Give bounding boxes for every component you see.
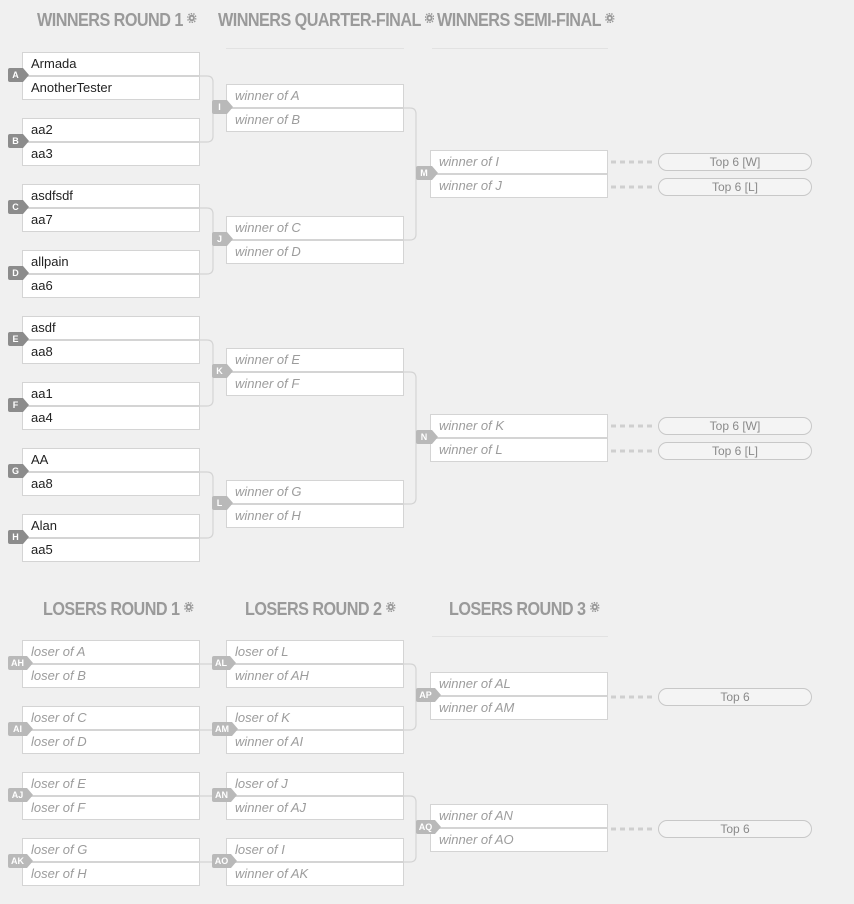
- title-divider: [432, 636, 608, 637]
- participant-slot[interactable]: winner of AK: [226, 862, 404, 886]
- match-id-tag: C: [8, 200, 23, 214]
- match-id-tag: E: [8, 332, 23, 346]
- match-l[interactable]: [226, 480, 404, 528]
- match-id-tag: F: [8, 398, 23, 412]
- match-g[interactable]: [22, 448, 200, 496]
- participant-slot[interactable]: winner of G: [226, 480, 404, 504]
- match-a[interactable]: [22, 52, 200, 100]
- result-placement: Top 6 [L]: [658, 442, 812, 460]
- result-placement: Top 6 [W]: [658, 417, 812, 435]
- participant-slot[interactable]: aa8: [22, 472, 200, 496]
- match-id-tag: L: [212, 496, 227, 510]
- match-i[interactable]: [226, 84, 404, 132]
- participant-slot[interactable]: winner of AI: [226, 730, 404, 754]
- participant-slot[interactable]: Alan: [22, 514, 200, 538]
- gear-icon[interactable]: [590, 602, 599, 612]
- match-id-tag: AN: [212, 788, 231, 802]
- round-title-text: LOSERS ROUND 3: [449, 599, 586, 619]
- result-placement: Top 6: [658, 820, 812, 838]
- participant-slot[interactable]: loser of L: [226, 640, 404, 664]
- match-id-tag: M: [416, 166, 432, 180]
- participant-slot[interactable]: aa3: [22, 142, 200, 166]
- participant-slot[interactable]: winner of AO: [430, 828, 608, 852]
- participant-slot[interactable]: winner of AJ: [226, 796, 404, 820]
- participant-slot[interactable]: Armada: [22, 52, 200, 76]
- match-id-tag: AH: [8, 656, 27, 670]
- match-c[interactable]: [22, 184, 200, 232]
- participant-slot[interactable]: loser of K: [226, 706, 404, 730]
- match-d[interactable]: [22, 250, 200, 298]
- result-placement: Top 6 [L]: [658, 178, 812, 196]
- round-title-text: LOSERS ROUND 1: [43, 599, 180, 619]
- participant-slot[interactable]: winner of E: [226, 348, 404, 372]
- round-title-text: WINNERS QUARTER-FINAL: [218, 10, 421, 30]
- participant-slot[interactable]: loser of F: [22, 796, 200, 820]
- participant-slot[interactable]: loser of C: [22, 706, 200, 730]
- match-id-tag: AQ: [416, 820, 435, 834]
- match-id-tag: H: [8, 530, 23, 544]
- participant-slot[interactable]: aa4: [22, 406, 200, 430]
- participant-slot[interactable]: aa2: [22, 118, 200, 142]
- participant-slot[interactable]: winner of AH: [226, 664, 404, 688]
- participant-slot[interactable]: aa6: [22, 274, 200, 298]
- match-aq[interactable]: [430, 804, 608, 852]
- participant-slot[interactable]: aa1: [22, 382, 200, 406]
- match-id-tag: I: [212, 100, 227, 114]
- participant-slot[interactable]: aa8: [22, 340, 200, 364]
- participant-slot[interactable]: AnotherTester: [22, 76, 200, 100]
- match-id-tag: AM: [212, 722, 232, 736]
- match-ap[interactable]: [430, 672, 608, 720]
- gear-icon[interactable]: [605, 13, 614, 23]
- match-k[interactable]: [226, 348, 404, 396]
- losers-round-1-title: [43, 595, 193, 623]
- match-j[interactable]: [226, 216, 404, 264]
- participant-slot[interactable]: winner of H: [226, 504, 404, 528]
- match-ao[interactable]: [226, 838, 404, 886]
- participant-slot[interactable]: winner of J: [430, 174, 608, 198]
- result-placement: Top 6 [W]: [658, 153, 812, 171]
- title-divider: [226, 48, 404, 49]
- match-id-tag: B: [8, 134, 23, 148]
- match-id-tag: AI: [8, 722, 27, 736]
- gear-icon[interactable]: [187, 13, 196, 23]
- match-id-tag: G: [8, 464, 23, 478]
- match-aj[interactable]: [22, 772, 200, 820]
- participant-slot[interactable]: aa7: [22, 208, 200, 232]
- round-title-text: LOSERS ROUND 2: [245, 599, 382, 619]
- losers-round-2-title: [245, 595, 395, 623]
- match-id-tag: J: [212, 232, 227, 246]
- result-placement: Top 6: [658, 688, 812, 706]
- match-h[interactable]: [22, 514, 200, 562]
- match-id-tag: AL: [212, 656, 230, 670]
- gear-icon[interactable]: [386, 602, 395, 612]
- match-id-tag: A: [8, 68, 23, 82]
- gear-icon[interactable]: [184, 602, 193, 612]
- match-am[interactable]: [226, 706, 404, 754]
- participant-slot[interactable]: loser of D: [22, 730, 200, 754]
- match-id-tag: N: [416, 430, 432, 444]
- participant-slot[interactable]: loser of G: [22, 838, 200, 862]
- participant-slot[interactable]: loser of A: [22, 640, 200, 664]
- match-id-tag: K: [212, 364, 227, 378]
- winners-round-1-title: [37, 6, 196, 34]
- match-f[interactable]: [22, 382, 200, 430]
- title-divider: [432, 48, 608, 49]
- participant-slot[interactable]: allpain: [22, 250, 200, 274]
- participant-slot[interactable]: loser of I: [226, 838, 404, 862]
- participant-slot[interactable]: loser of B: [22, 664, 200, 688]
- participant-slot[interactable]: winner of L: [430, 438, 608, 462]
- participant-slot[interactable]: asdfsdf: [22, 184, 200, 208]
- participant-slot[interactable]: winner of D: [226, 240, 404, 264]
- winners-quarter-final-title: [218, 6, 434, 34]
- participant-slot[interactable]: winner of C: [226, 216, 404, 240]
- match-id-tag: AP: [416, 688, 435, 702]
- match-id-tag: AK: [8, 854, 27, 868]
- round-title-text: WINNERS ROUND 1: [37, 10, 183, 30]
- match-ah[interactable]: [22, 640, 200, 688]
- winners-semi-final-title: [437, 6, 614, 34]
- losers-round-3-title: [449, 595, 599, 623]
- participant-slot[interactable]: winner of F: [226, 372, 404, 396]
- round-title-text: WINNERS SEMI-FINAL: [437, 10, 601, 30]
- match-id-tag: D: [8, 266, 23, 280]
- participant-slot[interactable]: loser of H: [22, 862, 200, 886]
- match-an[interactable]: [226, 772, 404, 820]
- participant-slot[interactable]: winner of AL: [430, 672, 608, 696]
- match-ai[interactable]: [22, 706, 200, 754]
- participant-slot[interactable]: aa5: [22, 538, 200, 562]
- participant-slot[interactable]: winner of A: [226, 84, 404, 108]
- participant-slot[interactable]: asdf: [22, 316, 200, 340]
- participant-slot[interactable]: winner of I: [430, 150, 608, 174]
- participant-slot[interactable]: AA: [22, 448, 200, 472]
- match-id-tag: AO: [212, 854, 231, 868]
- match-ak[interactable]: [22, 838, 200, 886]
- match-m[interactable]: [430, 150, 608, 198]
- participant-slot[interactable]: loser of J: [226, 772, 404, 796]
- participant-slot[interactable]: loser of E: [22, 772, 200, 796]
- gear-icon[interactable]: [425, 13, 434, 23]
- match-al[interactable]: [226, 640, 404, 688]
- participant-slot[interactable]: winner of AN: [430, 804, 608, 828]
- match-e[interactable]: [22, 316, 200, 364]
- participant-slot[interactable]: winner of K: [430, 414, 608, 438]
- match-id-tag: AJ: [8, 788, 27, 802]
- participant-slot[interactable]: winner of B: [226, 108, 404, 132]
- match-n[interactable]: [430, 414, 608, 462]
- participant-slot[interactable]: winner of AM: [430, 696, 608, 720]
- match-b[interactable]: [22, 118, 200, 166]
